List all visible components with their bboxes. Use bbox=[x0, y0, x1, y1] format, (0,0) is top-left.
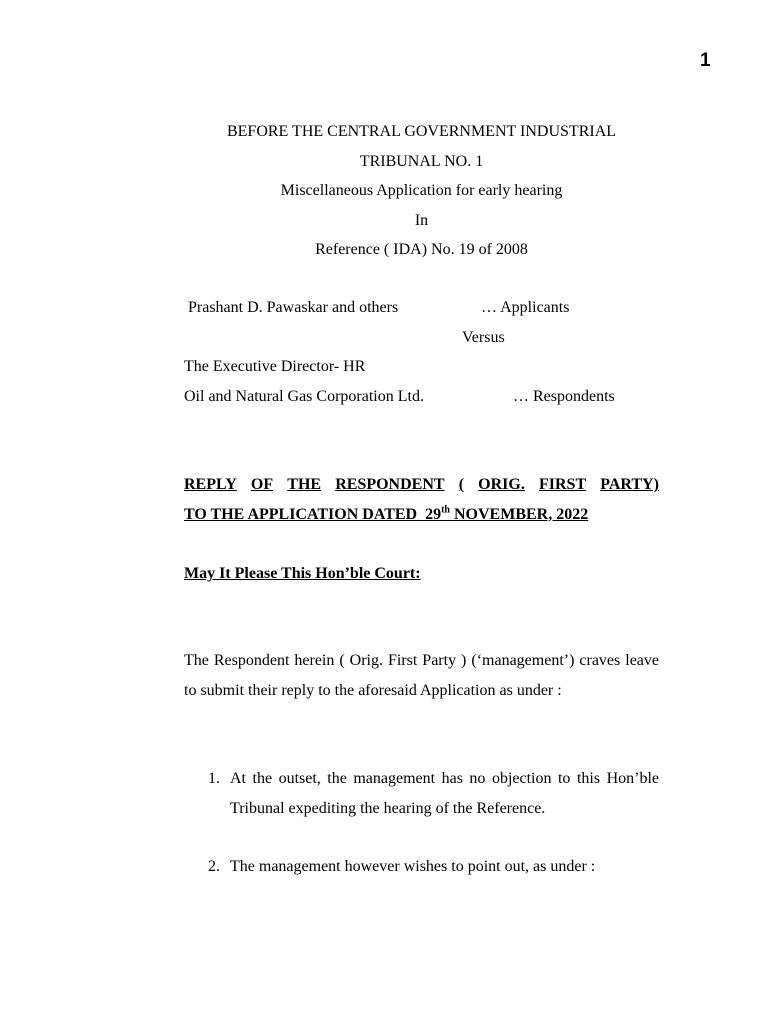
versus-row bbox=[184, 323, 664, 353]
reply-title-date-rest: NOVEMBER, 2022 bbox=[450, 505, 589, 523]
salutation: May It Please This Hon’ble Court: bbox=[184, 565, 421, 582]
respondent-row-2 bbox=[184, 382, 664, 412]
reply-title-line-1 bbox=[184, 470, 659, 500]
reply-title-word: ( bbox=[458, 476, 465, 493]
reply-title-word: ORIG. bbox=[478, 476, 525, 493]
parties-block bbox=[184, 293, 664, 411]
list-item-number: 2. bbox=[208, 858, 220, 875]
respondent-title: The Executive Director- HR bbox=[184, 358, 366, 375]
list-item-text: At the outset, the management has no objection to this Hon’ble Tribunal expediting the hearing of the Reference. bbox=[230, 770, 659, 817]
reply-title-date-prefix: TO THE APPLICATION DATED 29 bbox=[184, 505, 442, 523]
case-heading bbox=[184, 117, 659, 265]
applicant-role: … Applicants bbox=[481, 299, 570, 316]
reply-title-date-suffix-sup: th bbox=[441, 504, 450, 516]
reply-title-word: THE bbox=[287, 476, 322, 493]
respondent-organization: Oil and Natural Gas Corporation Ltd. bbox=[184, 387, 424, 405]
intro-paragraph: The Respondent herein ( Orig. First Party ) (‘management’) craves leave to submit their reply to the aforesaid Application as under : bbox=[184, 652, 659, 699]
reply-title-word: OF bbox=[250, 476, 274, 493]
versus-label: Versus bbox=[462, 328, 505, 346]
reply-title-word: REPLY bbox=[184, 476, 237, 493]
reply-title-word: RESPONDENT bbox=[335, 476, 445, 493]
heading-line-application: Miscellaneous Application for early hearing bbox=[280, 182, 563, 199]
page-number: 1 bbox=[700, 50, 711, 71]
heading-line-in: In bbox=[414, 211, 429, 229]
heading-line-tribunal: TRIBUNAL NO. 1 bbox=[359, 152, 484, 170]
list-item-body bbox=[184, 764, 659, 823]
heading-line-reference: Reference ( IDA) No. 19 of 2008 bbox=[315, 241, 528, 258]
reply-title-word: FIRST bbox=[538, 476, 587, 493]
list-item bbox=[184, 764, 659, 823]
respondent-row-1 bbox=[184, 352, 664, 382]
list-item-number: 1. bbox=[208, 770, 220, 787]
applicant-name: Prashant D. Pawaskar and others bbox=[188, 299, 399, 316]
applicant-row bbox=[184, 293, 664, 323]
list-item bbox=[184, 852, 659, 882]
heading-line-court: BEFORE THE CENTRAL GOVERNMENT INDUSTRIAL bbox=[226, 123, 617, 140]
list-item-body bbox=[184, 852, 659, 882]
reply-title-line-2 bbox=[184, 500, 659, 530]
reply-title bbox=[184, 470, 659, 529]
list-item-text: The management however wishes to point out, as under : bbox=[230, 858, 596, 875]
respondent-role: … Respondents bbox=[513, 387, 615, 405]
reply-title-word: PARTY) bbox=[600, 476, 659, 493]
